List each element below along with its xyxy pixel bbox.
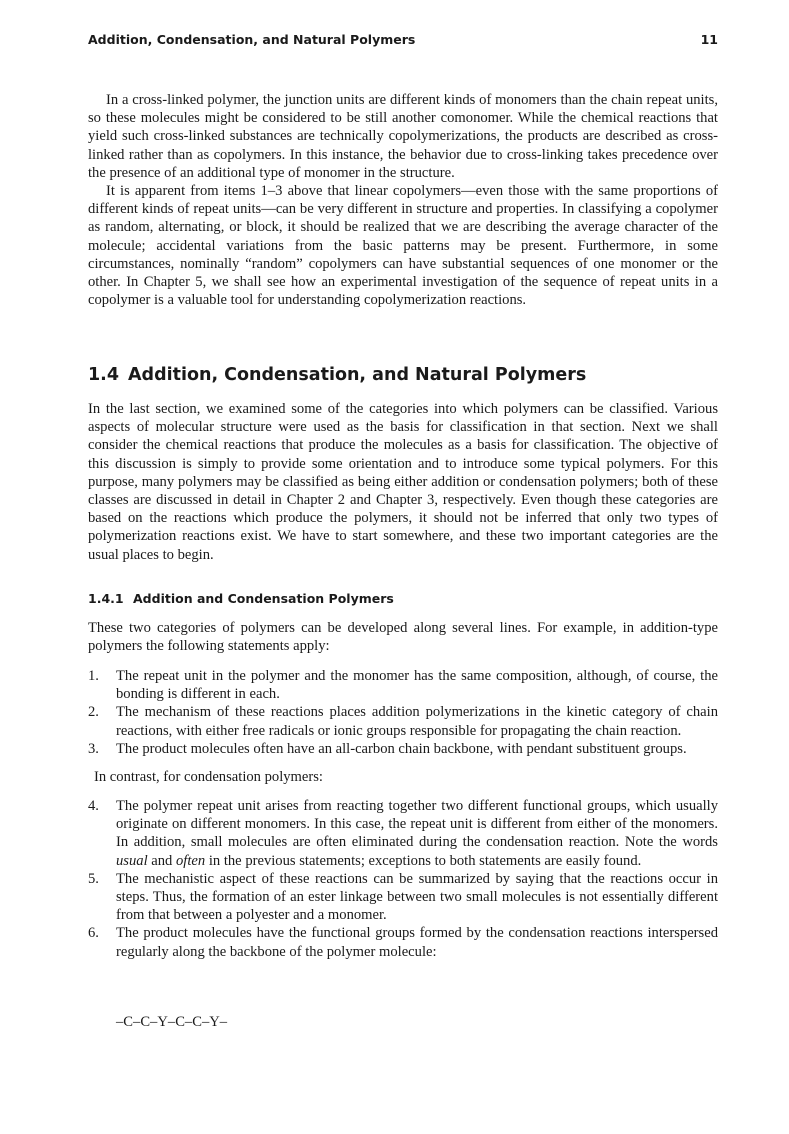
- list-item: [88, 797, 718, 870]
- running-head-title: Addition, Condensation, and Natural Polymers: [88, 32, 416, 47]
- list-item: [88, 667, 718, 703]
- emphasis-usual: usual: [116, 852, 148, 869]
- section-heading: [88, 365, 586, 385]
- list-marker: 4.: [88, 798, 99, 814]
- subsection-title: Addition and Condensation Polymers: [133, 591, 394, 606]
- list-item-text: The product molecules have the functional groups formed by the condensation reactions interspersed regularly along the backbone of the polymer molecule:: [116, 925, 718, 960]
- list-marker: 1.: [88, 668, 99, 684]
- list-item: [88, 924, 718, 960]
- subsection-intro-block: [88, 619, 718, 655]
- page-number: 11: [700, 32, 718, 47]
- subsection-heading: [88, 591, 394, 606]
- list-item: [88, 870, 718, 925]
- list-item-text: The polymer repeat unit arises from reacting together two different functional groups, which usually originate on different monomers. In this case, the repeat unit is different from either of the monomers. In addition, small molecules are often eliminated during the condensation reaction. Note the words: [116, 798, 718, 851]
- paragraph-subsection-intro: These two categories of polymers can be developed along several lines. For example, in addition-type polymers the following statements apply:: [88, 620, 718, 655]
- section-number: 1.4: [88, 365, 120, 385]
- paragraph-copolymers: It is apparent from items 1–3 above that linear copolymers—even those with the same proportions of different kinds of repeat units—can be very different in structure and properties. In classifying a copolymer as random, alternating, or block, it should be realized that we are describing the average character of the molecule; accidental variations from the basic patterns may be present. Furthermore, in some circumstances, nominally “random” copolymers can have substantial sequences of one monomer or the other. In Chapter 5, we shall see how an experimental investigation of the sequence of repeat units in a copolymer is a valuable tool for understanding copolymerization reactions.: [88, 183, 718, 309]
- paragraph-section-intro: In the last section, we examined some of the categories into which polymers can be classified. Various aspects of molecular structure were used as the basis for classification in that section. Next we shall consider the chemical reactions that produce the molecules as a basis for classification. The objective of this discussion is simply to provide some orientation and to introduce some typical polymers. For this purpose, many polymers may be classified as being either addition or condensation polymers; both of these classes are discussed in detail in Chapter 2 and Chapter 3, respectively. Even though these categories are based on the reactions which produce the polymers, it should not be inferred that only two types of polymerization reactions exist. We have to start somewhere, and these two important categories are the usual places to begin.: [88, 401, 718, 563]
- section-title: Addition, Condensation, and Natural Polymers: [128, 365, 587, 385]
- paragraph-cross-linked: In a cross-linked polymer, the junction units are different kinds of monomers than the chain repeat units, so these molecules might be considered to be still another comonomer. While the chemical reactions that yield such cross-linked substances are technically copolymerizations, the products are described as cross-linked rather than as copolymers. In this instance, the behavior due to cross-linking takes precedence over the presence of an additional type of monomer in the structure.: [88, 92, 718, 181]
- subsection-number: 1.4.1: [88, 591, 124, 606]
- list-item-text: and: [147, 852, 176, 869]
- list-marker: 2.: [88, 704, 99, 721]
- running-head: [88, 32, 718, 47]
- list-item-text: The product molecules often have an all-carbon chain backbone, with pendant substituent groups.: [116, 740, 687, 757]
- list-item-text: The mechanistic aspect of these reactions can be summarized by saying that the reactions occur in steps. Thus, the formation of an ester linkage between two small molecules is not essentially different from that between a polyester and a monomer.: [116, 870, 718, 924]
- list-marker: 3.: [88, 740, 99, 757]
- addition-list: [88, 667, 718, 758]
- condensation-list: [88, 797, 718, 961]
- polymer-backbone-formula: –C–C–Y–C–C–Y–: [116, 1014, 228, 1030]
- list-marker: 6.: [88, 925, 99, 942]
- list-item-text: The mechanism of these reactions places addition polymerizations in the kinetic category of chain reactions, with either free radicals or ionic groups responsible for propagating the chain reaction.: [116, 704, 718, 739]
- paragraph-contrast: In contrast, for condensation polymers:: [94, 769, 323, 785]
- list-item-text: in the previous statements; exceptions to both statements are easily found.: [205, 852, 642, 869]
- section-intro-block: [88, 400, 718, 564]
- list-item: [88, 740, 718, 758]
- emphasis-often: often: [176, 852, 206, 869]
- list-marker: 5.: [88, 870, 99, 887]
- list-item-text: The repeat unit in the polymer and the monomer has the same composition, although, of course, the bonding is different in each.: [116, 668, 718, 703]
- list-item: [88, 703, 718, 739]
- intro-block: [88, 91, 718, 309]
